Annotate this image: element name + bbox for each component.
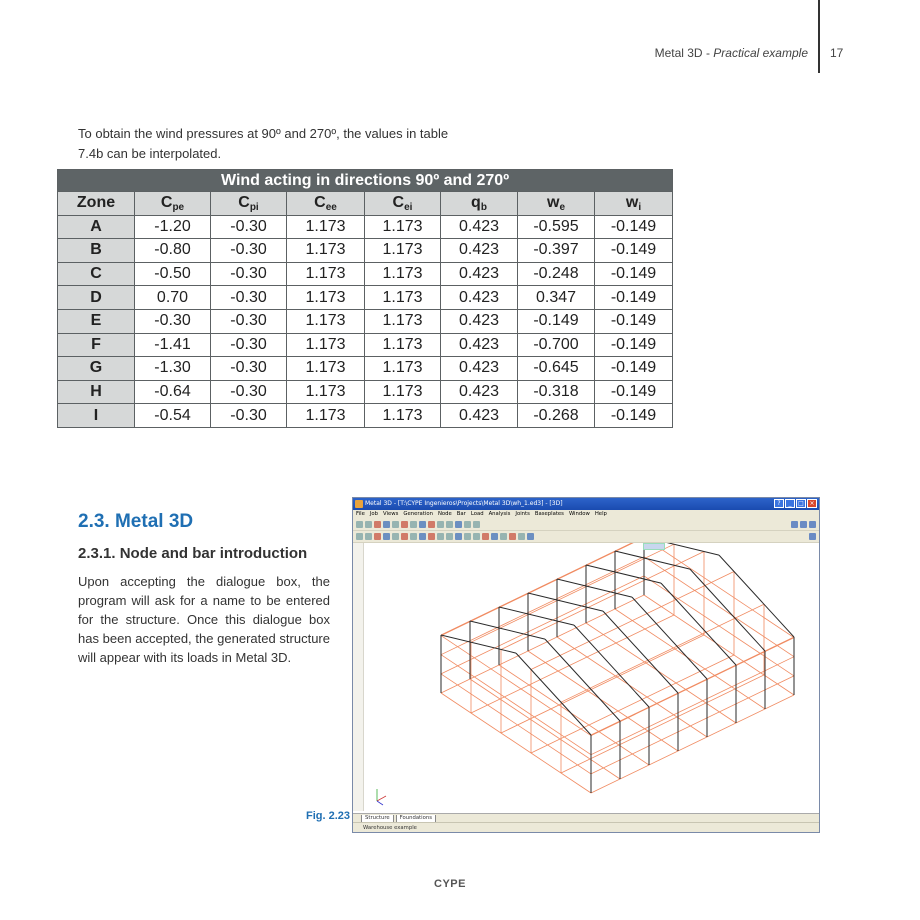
value-cell: 0.70 <box>135 286 211 310</box>
zoom-icon[interactable] <box>392 521 399 528</box>
menu-item[interactable]: Help <box>594 511 607 517</box>
value-cell: 0.347 <box>518 286 595 310</box>
zone-cell: H <box>58 380 135 404</box>
horizontal-scroll-thumb[interactable] <box>643 543 665 550</box>
group-icon[interactable] <box>383 533 390 540</box>
column-header-subscript: e <box>559 202 565 214</box>
grid-line <box>441 674 591 774</box>
undo-icon[interactable] <box>374 521 381 528</box>
save-icon[interactable] <box>365 521 372 528</box>
report-icon[interactable] <box>491 533 498 540</box>
value-cell: 0.423 <box>441 380 518 404</box>
zone-cell: E <box>58 309 135 333</box>
app-icon <box>355 500 363 508</box>
tab-bar <box>353 813 820 822</box>
column-header-base: Zone <box>76 194 116 212</box>
value-cell: -0.268 <box>518 404 595 428</box>
frame-bar <box>545 639 620 721</box>
value-cell: -0.30 <box>211 404 287 428</box>
column-header-subscript: b <box>480 202 487 214</box>
header-separator: - <box>702 46 714 60</box>
column-header-subscript: ee <box>325 202 337 214</box>
value-cell: 0.423 <box>441 239 518 263</box>
grid-line <box>561 604 764 702</box>
plate-icon[interactable] <box>428 533 435 540</box>
describe-icon[interactable] <box>374 533 381 540</box>
section-title: 2.3. Metal 3D <box>78 511 194 532</box>
value-cell: -0.149 <box>595 309 673 333</box>
app-screenshot <box>352 497 820 833</box>
grid-line <box>441 636 591 736</box>
table-header-row <box>58 192 673 216</box>
bar-icon[interactable] <box>365 533 372 540</box>
toolbar-2-right <box>809 533 816 540</box>
status-text: Warehouse example <box>363 825 417 831</box>
frame-bar <box>661 583 736 665</box>
value-cell: -0.318 <box>518 380 595 404</box>
table-row <box>58 286 673 310</box>
zone-cell: D <box>58 286 135 310</box>
grid-line <box>441 655 591 755</box>
frame-bar <box>470 621 545 639</box>
frame-bar <box>499 607 574 625</box>
frame-bar <box>586 565 661 583</box>
grid-line <box>591 638 794 736</box>
menu-item[interactable]: Node <box>437 511 452 517</box>
rotate-icon[interactable] <box>428 521 435 528</box>
column-header <box>58 192 135 216</box>
value-cell: 1.173 <box>365 262 441 286</box>
value-cell: 0.423 <box>441 215 518 239</box>
close-icon[interactable]: × <box>807 499 817 508</box>
3d-view-canvas[interactable] <box>353 543 820 813</box>
calculate-icon[interactable] <box>437 533 444 540</box>
grid-line <box>499 665 649 765</box>
value-cell: -0.30 <box>211 262 287 286</box>
menu-item[interactable]: Bar <box>456 511 466 517</box>
menu-item[interactable]: File <box>356 511 365 517</box>
section-icon[interactable] <box>509 533 516 540</box>
value-cell: 0.423 <box>441 333 518 357</box>
diagram-icon[interactable] <box>482 533 489 540</box>
column-header-base: q <box>471 194 481 212</box>
value-cell: -0.645 <box>518 357 595 381</box>
value-cell: -0.149 <box>595 357 673 381</box>
value-cell: -0.149 <box>595 262 673 286</box>
grid-line <box>591 637 794 735</box>
grid-line <box>441 693 591 793</box>
value-cell: -0.30 <box>211 286 287 310</box>
column-header <box>211 192 287 216</box>
menu-item[interactable]: Baseplates <box>534 511 564 517</box>
redo-icon[interactable] <box>383 521 390 528</box>
window-tile-icon[interactable] <box>809 521 816 528</box>
table-row <box>58 215 673 239</box>
value-cell: 1.173 <box>287 333 365 357</box>
value-cell: 1.173 <box>287 309 365 333</box>
value-cell: -0.149 <box>595 380 673 404</box>
frame-bar <box>719 555 794 637</box>
status-bar <box>353 822 820 833</box>
value-cell: -0.149 <box>518 309 595 333</box>
value-cell: 1.173 <box>287 380 365 404</box>
value-cell: 1.173 <box>287 262 365 286</box>
grid-line <box>644 557 794 657</box>
value-cell: -0.50 <box>135 262 211 286</box>
grid-icon[interactable] <box>455 521 462 528</box>
grid-line <box>441 576 644 674</box>
table-row <box>58 333 673 357</box>
grid-line <box>591 657 794 755</box>
settings-icon[interactable] <box>473 521 480 528</box>
value-cell: -0.149 <box>595 404 673 428</box>
section-body: Upon accepting the dialogue box, the program will ask for a name to be entered for the structure. Once this dialogue box has been accepted, the generated structure will appear with its loads in Metal 3D. <box>78 574 330 665</box>
vertical-scrollbar[interactable] <box>353 543 364 811</box>
window-title: Metal 3D - [T:\CYPE Ingenieros\Projects\Metal 3D\wh_1.ed3] - [3D] <box>365 500 563 507</box>
value-cell: 0.423 <box>441 262 518 286</box>
value-cell: 1.173 <box>365 215 441 239</box>
grid-line <box>644 543 794 638</box>
wind-pressure-table <box>57 169 673 428</box>
tab-foundations[interactable]: Foundations <box>396 815 436 823</box>
value-cell: 1.173 <box>287 286 365 310</box>
value-cell: -0.248 <box>518 262 595 286</box>
pan-icon[interactable] <box>419 521 426 528</box>
maximize-icon[interactable]: □ <box>796 499 806 508</box>
value-cell: -0.30 <box>211 333 287 357</box>
zone-cell: C <box>58 262 135 286</box>
value-cell: 0.423 <box>441 286 518 310</box>
joint-icon[interactable] <box>419 533 426 540</box>
value-cell: 1.173 <box>287 357 365 381</box>
menu-item[interactable]: Load <box>470 511 484 517</box>
menu-item[interactable]: Views <box>383 511 399 517</box>
header-section-title: Practical example <box>713 46 808 60</box>
export-icon[interactable] <box>800 521 807 528</box>
table-row <box>58 357 673 381</box>
value-cell: -0.397 <box>518 239 595 263</box>
toolbar-2-icons <box>356 533 534 540</box>
zone-cell: I <box>58 404 135 428</box>
column-header-subscript: pi <box>249 202 259 214</box>
info-icon[interactable] <box>527 533 534 540</box>
value-cell: -0.30 <box>211 380 287 404</box>
toolbar-1-icons <box>356 521 480 528</box>
value-cell: -0.149 <box>595 239 673 263</box>
header-product: Metal 3D <box>654 46 703 60</box>
table-row <box>58 262 673 286</box>
page-footer: CYPE <box>434 878 466 890</box>
frame-bar <box>632 597 707 679</box>
value-cell: 1.173 <box>287 404 365 428</box>
drawing-icon[interactable] <box>500 533 507 540</box>
support-icon[interactable] <box>401 533 408 540</box>
toolbar-1 <box>353 519 819 531</box>
view-icon[interactable] <box>437 521 444 528</box>
value-cell: -0.700 <box>518 333 595 357</box>
column-header-base: C <box>238 194 250 212</box>
value-cell: -0.30 <box>211 309 287 333</box>
value-cell: -0.595 <box>518 215 595 239</box>
value-cell: 1.173 <box>287 215 365 239</box>
minimize-icon[interactable]: _ <box>785 499 795 508</box>
layers-icon[interactable] <box>464 521 471 528</box>
table-row <box>58 380 673 404</box>
column-header-base: C <box>314 194 326 212</box>
stress-icon[interactable] <box>464 533 471 540</box>
value-cell: -0.64 <box>135 380 211 404</box>
frame-bar <box>557 579 632 597</box>
frame-bar <box>441 635 516 653</box>
value-cell: 1.173 <box>365 404 441 428</box>
page-number: 17 <box>830 46 844 60</box>
window-controls <box>774 499 817 508</box>
value-cell: 0.423 <box>441 357 518 381</box>
structure-drawing <box>353 543 820 813</box>
value-cell: 1.173 <box>365 380 441 404</box>
grid-line <box>528 651 678 751</box>
value-cell: -0.54 <box>135 404 211 428</box>
column-header <box>365 192 441 216</box>
value-cell: -0.30 <box>211 215 287 239</box>
envelope-icon[interactable] <box>473 533 480 540</box>
print-icon[interactable] <box>791 521 798 528</box>
load-icon[interactable] <box>392 533 399 540</box>
frame-bar <box>516 653 591 735</box>
column-header-subscript: ei <box>404 202 413 214</box>
value-cell: 1.173 <box>365 357 441 381</box>
column-header-base: w <box>625 194 639 212</box>
frame-bar <box>574 625 649 707</box>
value-cell: -0.30 <box>211 239 287 263</box>
column-header <box>441 192 518 216</box>
column-header <box>595 192 673 216</box>
table-row <box>58 309 673 333</box>
axis-triad <box>377 789 386 805</box>
value-cell: -1.20 <box>135 215 211 239</box>
zoom-window-icon[interactable] <box>401 521 408 528</box>
node-icon[interactable] <box>356 533 363 540</box>
grid-line <box>644 576 794 676</box>
table-row <box>58 239 673 263</box>
value-cell: 1.173 <box>365 239 441 263</box>
subsection-title: 2.3.1. Node and bar introduction <box>78 545 308 562</box>
value-cell: 1.173 <box>287 239 365 263</box>
menu-item[interactable]: Joints <box>515 511 530 517</box>
column-header-subscript: pe <box>172 202 185 214</box>
intro-paragraph: To obtain the wind pressures at 90º and 270º, the values in table 7.4b can be interpolated. <box>78 126 449 161</box>
menu-item[interactable]: Generation <box>403 511 433 517</box>
menu-bar <box>353 510 819 519</box>
load-grid <box>441 543 794 793</box>
frame-bar <box>690 569 765 651</box>
value-cell: 1.173 <box>365 286 441 310</box>
menu-item[interactable]: Window <box>568 511 590 517</box>
zone-cell: B <box>58 239 135 263</box>
column-header <box>518 192 595 216</box>
value-cell: -0.30 <box>135 309 211 333</box>
portal-frames <box>441 543 794 793</box>
column-header-base: w <box>546 194 560 212</box>
grid-line <box>591 676 794 774</box>
value-cell: -1.30 <box>135 357 211 381</box>
column-header-base: C <box>160 194 173 212</box>
value-cell: 0.423 <box>441 309 518 333</box>
table-body <box>58 215 673 427</box>
column-header-base: C <box>392 194 405 212</box>
value-cell: 0.423 <box>441 404 518 428</box>
value-cell: -0.149 <box>595 215 673 239</box>
column-header <box>287 192 365 216</box>
zone-cell: G <box>58 357 135 381</box>
menu-item[interactable]: Analysis <box>488 511 511 517</box>
value-cell: -0.149 <box>595 286 673 310</box>
menu-item[interactable]: Job <box>369 511 379 517</box>
tab-structure[interactable]: Structure <box>361 815 394 823</box>
frame-bar <box>603 611 678 693</box>
table-row <box>58 404 673 428</box>
toolbar-2 <box>353 531 819 543</box>
zone-cell: A <box>58 215 135 239</box>
column-header-subscript: i <box>638 202 642 214</box>
value-cell: -0.149 <box>595 333 673 357</box>
value-cell: -0.80 <box>135 239 211 263</box>
check-icon[interactable] <box>446 533 453 540</box>
render-icon[interactable] <box>446 521 453 528</box>
buckling-icon[interactable] <box>410 533 417 540</box>
grid-line <box>470 679 620 779</box>
frame-bar <box>615 551 690 569</box>
frame-bar <box>528 593 603 611</box>
running-header <box>655 46 808 60</box>
new-file-icon[interactable] <box>356 521 363 528</box>
value-cell: 1.173 <box>365 333 441 357</box>
figure-label: Fig. 2.23 <box>306 810 351 822</box>
zone-cell: F <box>58 333 135 357</box>
toolbar-1-right <box>791 521 816 528</box>
column-header <box>135 192 211 216</box>
header-rule <box>818 0 820 73</box>
zoom-all-icon[interactable] <box>410 521 417 528</box>
help-icon[interactable]: ? <box>774 499 784 508</box>
value-cell: -1.41 <box>135 333 211 357</box>
value-cell: -0.30 <box>211 357 287 381</box>
error-icon[interactable] <box>518 533 525 540</box>
table-title: Wind acting in directions 90º and 270º <box>58 170 673 192</box>
scroll-right-icon[interactable] <box>809 533 816 540</box>
deflection-icon[interactable] <box>455 533 462 540</box>
value-cell: 1.173 <box>365 309 441 333</box>
window-titlebar <box>353 498 819 510</box>
